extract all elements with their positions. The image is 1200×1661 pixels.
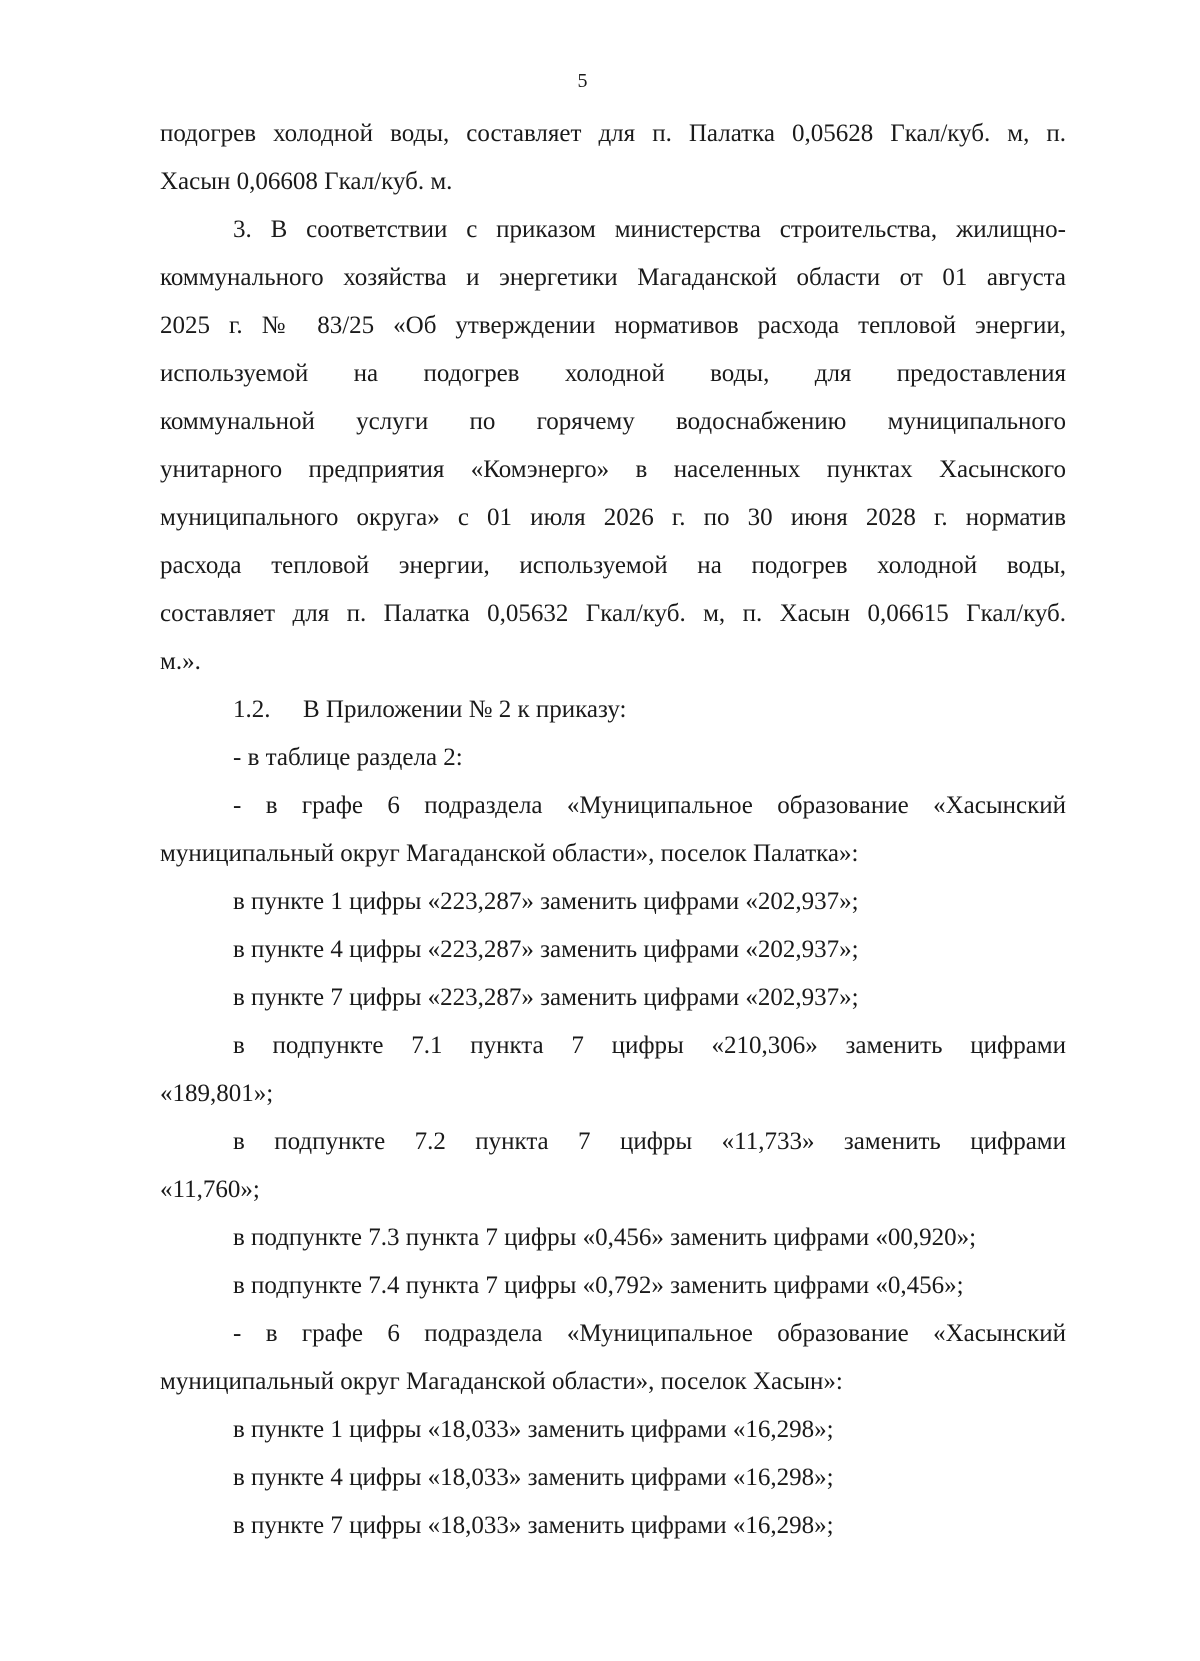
amendment-line: в пункте 1 цифры «223,287» заменить цифрами «202,937»; <box>233 888 859 915</box>
paragraph-line: Хасын 0,06608 Гкал/куб. м. <box>160 168 453 195</box>
subsection-heading: - в графе 6 подраздела «Муниципальное образование «Хасынский <box>233 1320 1066 1347</box>
paragraph-line: используемой на подогрев холодной воды, для предоставления <box>160 360 1066 387</box>
table-section-line: - в таблице раздела 2: <box>233 744 463 771</box>
amendment-line: в пункте 4 цифры «18,033» заменить цифрами «16,298»; <box>233 1464 834 1491</box>
paragraph-line: 2025 г. № 83/25 «Об утверждении нормативов расхода тепловой энергии, <box>160 312 1066 339</box>
paragraph-line: муниципального округа» с 01 июля 2026 г. по 30 июня 2028 г. норматив <box>160 504 1066 531</box>
paragraph-line: составляет для п. Палатка 0,05632 Гкал/куб. м, п. Хасын 0,06615 Гкал/куб. <box>160 600 1066 627</box>
amendment-line: в пункте 7 цифры «18,033» заменить цифрами «16,298»; <box>233 1512 834 1539</box>
amendment-line: «11,760»; <box>160 1176 260 1203</box>
amendment-line: в пункте 7 цифры «223,287» заменить цифрами «202,937»; <box>233 984 859 1011</box>
paragraph-line: унитарного предприятия «Комэнерго» в населенных пунктах Хасынского <box>160 456 1066 483</box>
subsection-heading: муниципальный округ Магаданской области», поселок Палатка»: <box>160 840 859 867</box>
paragraph-line: коммунального хозяйства и энергетики Магаданской области от 01 августа <box>160 264 1066 291</box>
item-number: 1.2. <box>233 696 271 723</box>
amendment-line: в подпункте 7.4 пункта 7 цифры «0,792» заменить цифрами «0,456»; <box>233 1272 964 1299</box>
amendment-line: в подпункте 7.2 пункта 7 цифры «11,733» заменить цифрами <box>233 1128 1066 1155</box>
document-body <box>160 110 1066 1550</box>
amendment-line: в пункте 4 цифры «223,287» заменить цифрами «202,937»; <box>233 936 859 963</box>
paragraph-line: расхода тепловой энергии, используемой на подогрев холодной воды, <box>160 552 1066 579</box>
amendment-line: в подпункте 7.1 пункта 7 цифры «210,306» заменить цифрами <box>233 1032 1066 1059</box>
subsection-heading: - в графе 6 подраздела «Муниципальное образование «Хасынский <box>233 792 1066 819</box>
page-number: 5 <box>577 70 588 92</box>
amendment-line: в подпункте 7.3 пункта 7 цифры «0,456» заменить цифрами «00,920»; <box>233 1224 977 1251</box>
amendment-line: «189,801»; <box>160 1080 274 1107</box>
subsection-heading: муниципальный округ Магаданской области», поселок Хасын»: <box>160 1368 843 1395</box>
item-text: В Приложении № 2 к приказу: <box>303 696 627 723</box>
amendment-line: в пункте 1 цифры «18,033» заменить цифрами «16,298»; <box>233 1416 834 1443</box>
paragraph-line: подогрев холодной воды, составляет для п. Палатка 0,05628 Гкал/куб. м, п. <box>160 120 1066 147</box>
paragraph-line: 3. В соответствии с приказом министерства строительства, жилищно- <box>233 216 1066 243</box>
item-heading <box>160 686 1066 734</box>
paragraph-line: коммунальной услуги по горячему водоснабжению муниципального <box>160 408 1066 435</box>
paragraph-line: м.». <box>160 648 201 675</box>
